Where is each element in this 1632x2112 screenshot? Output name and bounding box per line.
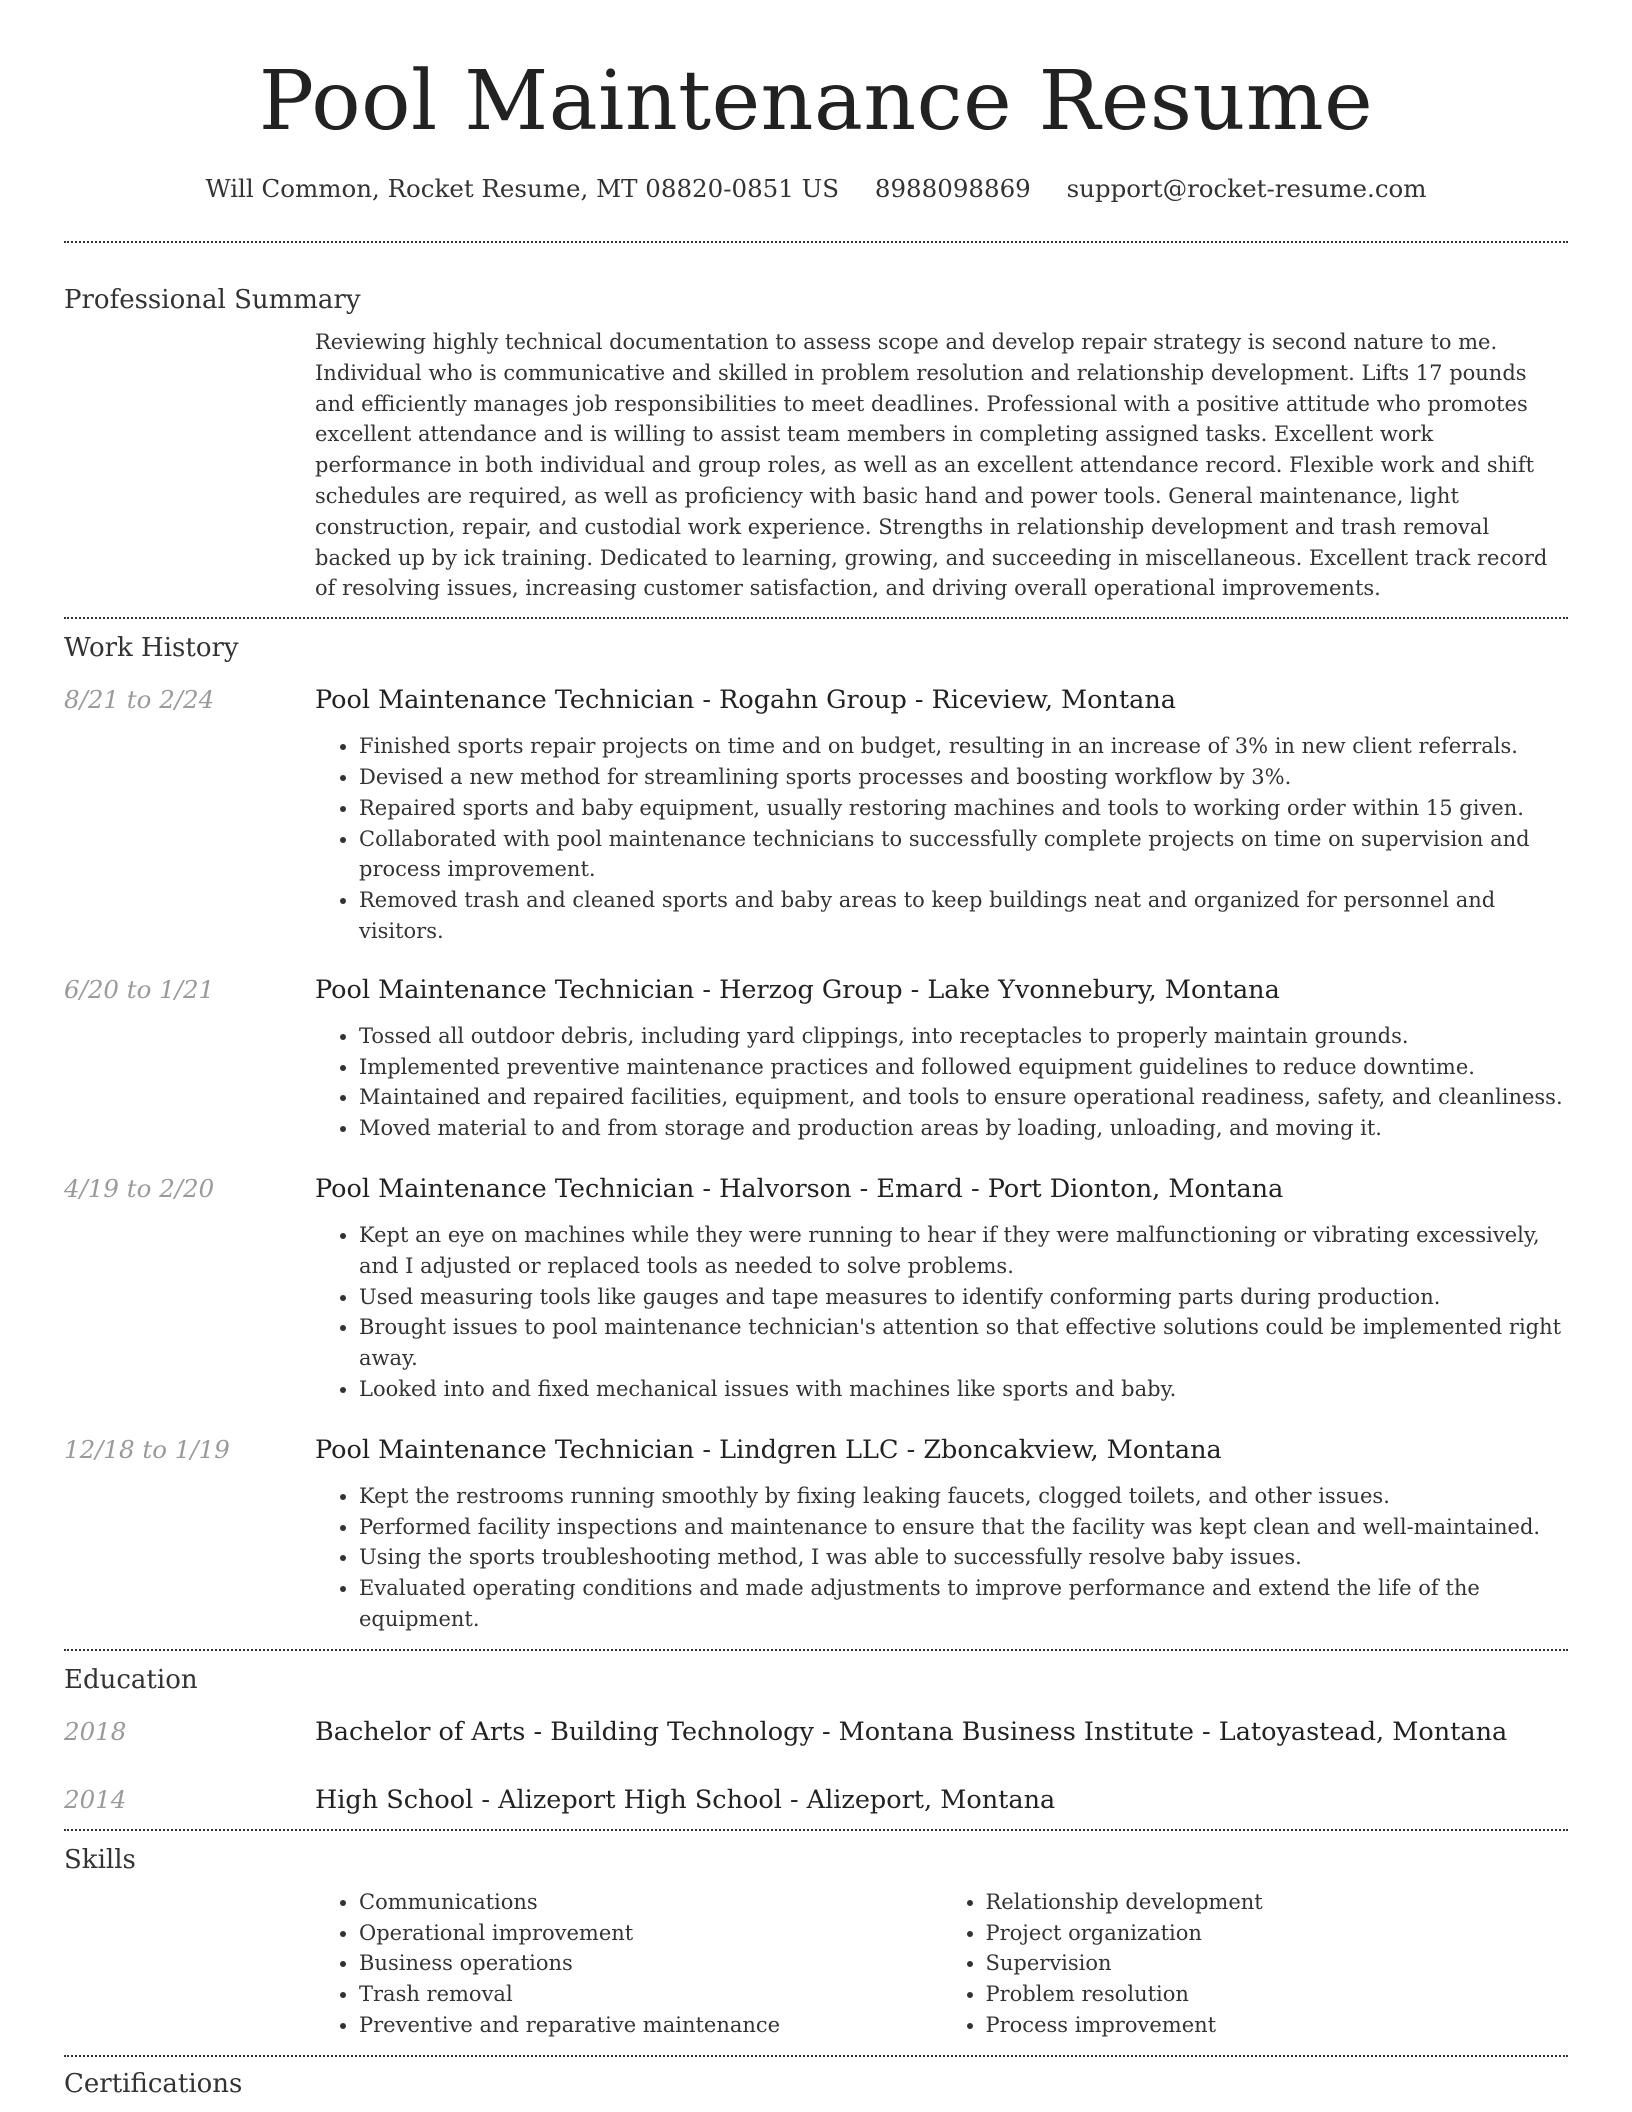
job-bullet: • Kept the restrooms running smoothly by fixing leaking faucets, clogged toilets, and other issues. bbox=[359, 1481, 1568, 1512]
job-bullets bbox=[315, 1481, 1568, 1635]
job-bullet: • Moved material to and from storage and production areas by loading, unloading, and moving it. bbox=[359, 1113, 1568, 1144]
summary-heading: Professional Summary bbox=[64, 285, 361, 315]
skill-item: • Trash removal bbox=[359, 1979, 942, 2010]
job-bullets bbox=[315, 1021, 1568, 1144]
skill-item: • Process improvement bbox=[986, 2010, 1569, 2041]
job-bullet: • Repaired sports and baby equipment, usually restoring machines and tools to working order within 15 given. bbox=[359, 793, 1568, 824]
job-entry bbox=[64, 973, 1568, 1144]
section-divider bbox=[64, 241, 1568, 243]
contact-email: support@rocket-resume.com bbox=[1066, 174, 1427, 203]
education-list bbox=[64, 1715, 1568, 1817]
job-title: Pool Maintenance Technician - Lindgren LLC - Zboncakview, Montana bbox=[315, 1434, 1222, 1465]
resume-title: Pool Maintenance Resume bbox=[258, 54, 1374, 149]
job-dates: 6/20 to 1/21 bbox=[64, 974, 215, 1004]
section-divider bbox=[64, 2055, 1568, 2057]
job-entry bbox=[64, 1433, 1568, 1635]
job-bullet: • Performed facility inspections and maintenance to ensure that the facility was kept clean and well-maintained. bbox=[359, 1512, 1568, 1543]
skills-row bbox=[64, 1887, 1568, 2041]
job-bullet: • Looked into and fixed mechanical issues with machines like sports and baby. bbox=[359, 1374, 1568, 1405]
job-bullet: • Devised a new method for streamlining sports processes and boosting workflow by 3%. bbox=[359, 762, 1568, 793]
job-bullet: • Using the sports troubleshooting method, I was able to successfully resolve baby issues. bbox=[359, 1542, 1568, 1573]
job-bullet: • Brought issues to pool maintenance technician's attention so that effective solutions could be implemented right away. bbox=[359, 1312, 1568, 1374]
work-history-heading: Work History bbox=[64, 633, 239, 664]
job-bullet: • Collaborated with pool maintenance technicians to successfully complete projects on time on supervision and process improvement. bbox=[359, 824, 1568, 886]
job-entry bbox=[64, 1172, 1568, 1405]
job-dates: 12/18 to 1/19 bbox=[64, 1434, 230, 1464]
skill-item: • Operational improvement bbox=[359, 1918, 942, 1949]
certifications-heading: Certifications bbox=[64, 2068, 243, 2099]
job-dates: 8/21 to 2/24 bbox=[64, 685, 215, 715]
contact-phone: 8988098869 bbox=[874, 174, 1031, 203]
job-entry bbox=[64, 683, 1568, 947]
education-entry bbox=[64, 1783, 1568, 1817]
job-title: Pool Maintenance Technician - Halvorson - Emard - Port Dionton, Montana bbox=[315, 1173, 1284, 1204]
job-bullet: • Maintained and repaired facilities, equipment, and tools to ensure operational readiness, safety, and cleanliness. bbox=[359, 1082, 1568, 1113]
job-bullet: • Implemented preventive maintenance practices and followed equipment guidelines to reduce downtime. bbox=[359, 1052, 1568, 1083]
contact-address: Will Common, Rocket Resume, MT 08820-0851 US bbox=[205, 174, 840, 203]
job-bullet: • Finished sports repair projects on time and on budget, resulting in an increase of 3% in new client referrals. bbox=[359, 731, 1568, 762]
job-title: Pool Maintenance Technician - Rogahn Group - Riceview, Montana bbox=[315, 685, 1177, 716]
skill-item: • Communications bbox=[359, 1887, 942, 1918]
education-entry bbox=[64, 1715, 1568, 1749]
skill-item: • Problem resolution bbox=[986, 1979, 1569, 2010]
section-divider bbox=[64, 1829, 1568, 1831]
contact-line bbox=[64, 174, 1568, 203]
section-divider bbox=[64, 1649, 1568, 1651]
job-bullet: • Used measuring tools like gauges and tape measures to identify conforming parts during production. bbox=[359, 1282, 1568, 1313]
education-degree: Bachelor of Arts - Building Technology - Montana Business Institute - Latoyastead, Montana bbox=[315, 1716, 1508, 1747]
skills-list-right bbox=[942, 1887, 1569, 2041]
education-degree: High School - Alizeport High School - Alizeport, Montana bbox=[315, 1784, 1056, 1815]
education-year: 2018 bbox=[64, 1716, 127, 1746]
job-title: Pool Maintenance Technician - Herzog Group - Lake Yvonnebury, Montana bbox=[315, 974, 1280, 1005]
summary-row bbox=[64, 327, 1568, 604]
skills-list-left bbox=[315, 1887, 942, 2041]
work-history-list bbox=[64, 683, 1568, 1635]
skills-heading: Skills bbox=[64, 1844, 136, 1875]
skill-item: • Project organization bbox=[986, 1918, 1569, 1949]
job-bullet: • Removed trash and cleaned sports and baby areas to keep buildings neat and organized for personnel and visitors. bbox=[359, 885, 1568, 947]
job-bullet: • Evaluated operating conditions and made adjustments to improve performance and extend the life of the equipment. bbox=[359, 1573, 1568, 1635]
section-divider bbox=[64, 617, 1568, 619]
skill-item: • Supervision bbox=[986, 1948, 1569, 1979]
summary-text: Reviewing highly technical documentation to assess scope and develop repair strategy is second nature to me. Individual who is communicative and skilled in problem resolution and relationship development. Lifts 17 pounds and efficiently manages job responsibilities to meet deadlines. Professional with a positive attitude who promotes excellent attendance and is willing to assist team members in completing assigned tasks. Excellent work performance in both individual and group roles, as well as an excellent attendance record. Flexible work and shift schedules are required, as well as proficiency with basic hand and power tools. General maintenance, light construction, repair, and custodial work experience. Strengths in relationship development and trash removal backed up by ick training. Dedicated to learning, growing, and succeeding in miscellaneous. Excellent track record of resolving issues, increasing customer satisfaction, and driving overall operational improvements. bbox=[315, 330, 1548, 601]
job-bullet: • Kept an eye on machines while they were running to hear if they were malfunctioning or vibrating excessively, and I adjusted or replaced tools as needed to solve problems. bbox=[359, 1220, 1568, 1282]
job-bullet: • Tossed all outdoor debris, including yard clippings, into receptacles to properly maintain grounds. bbox=[359, 1021, 1568, 1052]
education-year: 2014 bbox=[64, 1784, 127, 1814]
skill-item: • Relationship development bbox=[986, 1887, 1569, 1918]
education-heading: Education bbox=[64, 1664, 198, 1695]
job-bullets bbox=[315, 731, 1568, 947]
job-dates: 4/19 to 2/20 bbox=[64, 1173, 215, 1203]
skill-item: • Business operations bbox=[359, 1948, 942, 1979]
job-bullets bbox=[315, 1220, 1568, 1405]
skill-item: • Preventive and reparative maintenance bbox=[359, 2010, 942, 2041]
